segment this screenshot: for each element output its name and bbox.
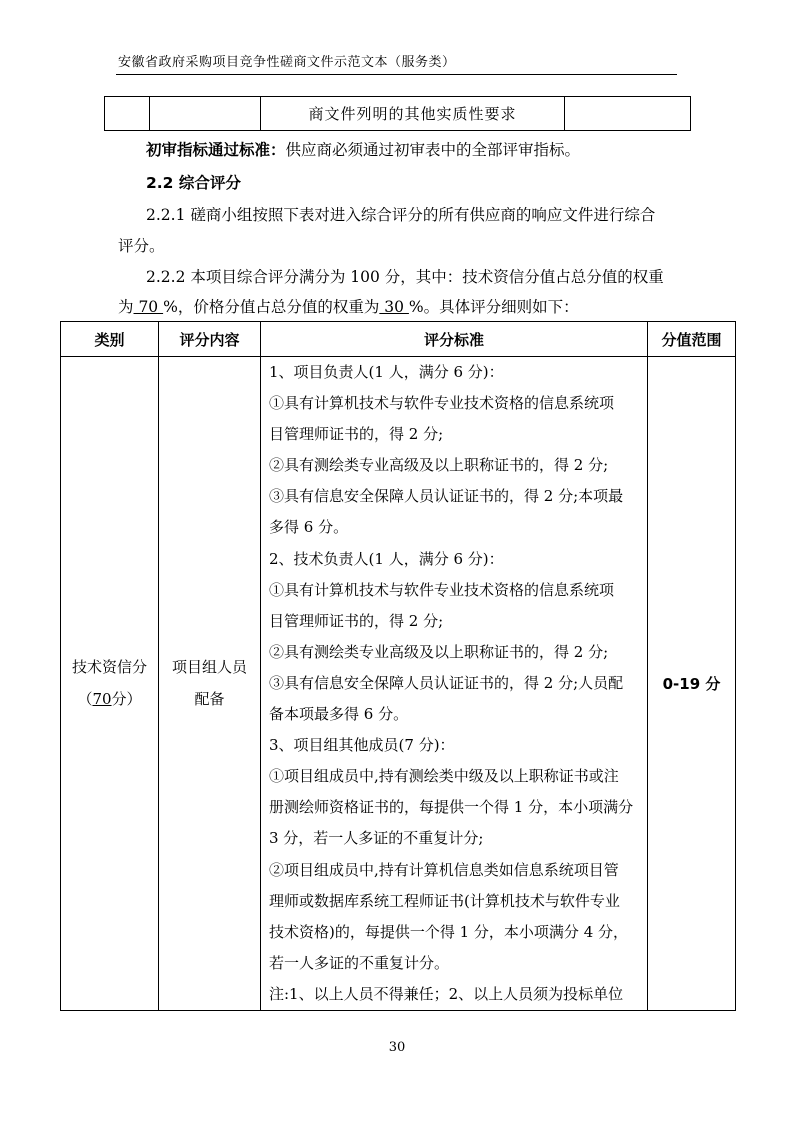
category-cell — [61, 357, 159, 1011]
weight-text-b: %，价格分值占总分值的权重为 — [163, 298, 380, 316]
criteria-line: ②具有测绘类专业高级及以上职称证书的，得 2 分; — [269, 456, 609, 475]
scoring-table-header-row — [61, 322, 736, 357]
paragraph-222-line1: 2.2.2 本项目综合评分满分为 100 分，其中：技术资信分值占总分值的权重 — [146, 268, 664, 286]
header-content: 评分内容 — [159, 322, 261, 357]
category-score-value: 70 — [92, 690, 112, 709]
scoring-table-row — [61, 357, 736, 1011]
header-criteria: 评分标准 — [261, 322, 648, 357]
criteria-line: 理师或数据库系统工程师证书(计算机技术与软件专业 — [269, 891, 620, 910]
weight-text-c: %。具体评分细则如下： — [408, 298, 579, 316]
paragraph-222-line2 — [118, 297, 579, 317]
criteria-line: ①项目组成员中,持有测绘类中级及以上职称证书或注 — [269, 767, 619, 786]
category-name: 技术资信分 — [71, 658, 147, 677]
criteria-line: 目管理师证书的，得 2 分; — [269, 425, 444, 444]
top-table-cell-2 — [150, 97, 261, 131]
top-table-cell-3: 商文件列明的其他实质性要求 — [261, 97, 565, 131]
top-table-cell-1 — [105, 97, 150, 131]
criteria-line: ①具有计算机技术与软件专业技术资格的信息系统项 — [269, 394, 615, 413]
criteria-line: ②具有测绘类专业高级及以上职称证书的，得 2 分; — [269, 642, 609, 661]
header-rule — [116, 74, 677, 75]
criteria-line: ③具有信息安全保障人员认证证书的，得 2 分;人员配 — [269, 673, 624, 692]
criteria-line: 技术资格)的，每提供一个得 1 分，本小项满分 4 分， — [269, 922, 629, 941]
criteria-line: 3 分，若一人多证的不重复计分; — [269, 829, 484, 848]
preliminary-standard — [146, 140, 580, 160]
paragraph-221-line1: 2.2.1 磋商小组按照下表对进入综合评分的所有供应商的响应文件进行综合 — [146, 206, 656, 224]
criteria-line: 3、项目组其他成员(7 分)： — [269, 736, 455, 755]
category-close: 分） — [111, 690, 142, 709]
score-range: 0-19 分 — [648, 357, 736, 1011]
criteria-line: 多得 6 分。 — [269, 518, 349, 537]
price-weight-value: 30 — [379, 298, 409, 316]
criteria-line: ②项目组成员中,持有计算机信息类如信息系统项目管 — [269, 860, 619, 879]
paragraph-221-line2: 评分。 — [118, 237, 165, 255]
preliminary-text: 供应商必须通过初审表中的全部评审指标。 — [285, 141, 581, 159]
header-range: 分值范围 — [648, 322, 736, 357]
category-open: （ — [77, 690, 93, 709]
criteria-line: 备本项最多得 6 分。 — [269, 705, 409, 724]
preliminary-label: 初审指标通过标准： — [146, 141, 286, 159]
tech-weight-value: 70 — [133, 298, 164, 316]
criteria-line: 若一人多证的不重复计分。 — [269, 953, 450, 972]
criteria-cell — [261, 357, 648, 1011]
section-heading: 2.2 综合评分 — [146, 174, 241, 192]
category-score — [61, 683, 158, 715]
content-line2: 配备 — [194, 690, 225, 709]
criteria-line: 目管理师证书的，得 2 分; — [269, 611, 444, 630]
content-line1: 项目组人员 — [171, 658, 247, 677]
criteria-line: 册测绘师资格证书的，每提供一个得 1 分，本小项满分 — [269, 798, 634, 817]
criteria-line: 2、技术负责人(1 人，满分 6 分)： — [269, 549, 504, 568]
criteria-line: ③具有信息安全保障人员认证证书的，得 2 分;本项最 — [269, 487, 624, 506]
page-number: 30 — [388, 1040, 406, 1055]
header-category: 类别 — [61, 322, 159, 357]
criteria-line: ①具有计算机技术与软件专业技术资格的信息系统项 — [269, 580, 615, 599]
criteria-line: 1、项目负责人(1 人，满分 6 分)： — [269, 363, 504, 381]
criteria-line: 注:1、以上人员不得兼任；2、以上人员须为投标单位 — [269, 984, 624, 1003]
scoring-table — [60, 321, 736, 1011]
weight-text-a: 为 — [118, 298, 134, 316]
document-header: 安徽省政府采购项目竞争性磋商文件示范文本（服务类） — [118, 55, 456, 70]
top-table — [104, 96, 691, 131]
top-table-cell-4 — [565, 97, 691, 131]
content-cell — [159, 357, 261, 1011]
